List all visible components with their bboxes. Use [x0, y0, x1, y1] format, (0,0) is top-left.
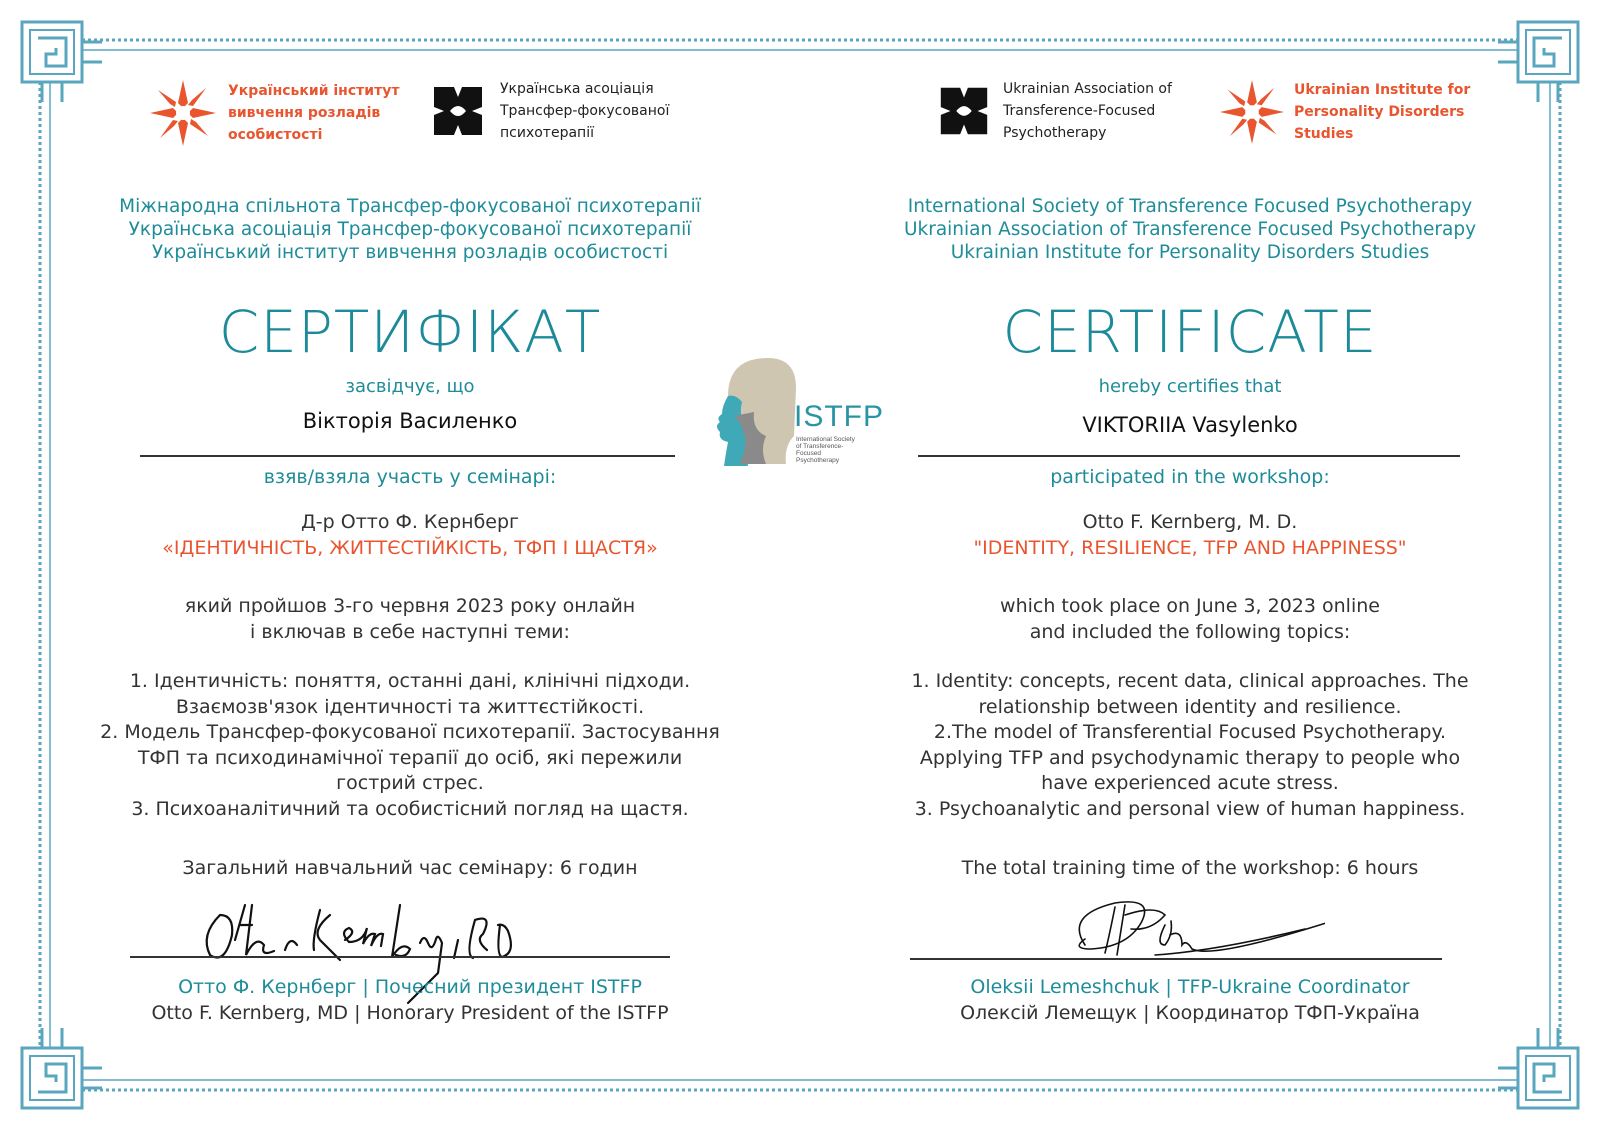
black-knot-icon	[935, 82, 993, 140]
topic-line: relationship between identity and resilience.	[978, 695, 1402, 718]
topic-line: have experienced acute stress.	[1041, 772, 1339, 795]
association-logo	[428, 78, 669, 144]
date-line: and included the following topics:	[1029, 621, 1351, 643]
signer-name: Oleksii Lemeshchuk | TFP-Ukraine Coordinator	[970, 976, 1410, 998]
association-logo-line: Трансфер-фокусованої	[500, 103, 670, 119]
certificate-english	[840, 0, 1540, 1130]
institute-logo-line: особистості	[228, 127, 323, 143]
topic-line: 3. Psychoanalytic and personal view of human happiness.	[914, 797, 1466, 820]
topic-line: ТФП та психодинамічної терапії до осіб, які пережили	[137, 746, 683, 769]
certifies-text: hereby certifies that	[1098, 376, 1282, 397]
orange-star-icon	[148, 78, 218, 148]
participated-text: participated in the workshop:	[1050, 466, 1330, 488]
istfp-subtitle-line: International Society	[796, 436, 855, 443]
signer-role: Otto F. Kernberg, MD | Honorary President of the ISTFP	[151, 1002, 669, 1024]
date-line: which took place on June 3, 2023 online	[1000, 595, 1380, 617]
certificate-title: CERTIFICATE	[1002, 298, 1378, 366]
logos-row	[840, 78, 1540, 158]
organizations-list	[840, 195, 1540, 264]
topics-list	[840, 669, 1540, 823]
workshop-author: Otto F. Kernberg, M. D.	[1082, 511, 1298, 533]
association-logo-line: Українська асоціація	[500, 81, 654, 97]
association-logo	[935, 78, 1172, 144]
organizations-list	[60, 195, 760, 264]
institute-logo-line: Personality Disorders	[1294, 104, 1465, 120]
signer-role: Олексій Лемещук | Координатор ТФП-Україна	[960, 1002, 1420, 1024]
association-logo-line: психотерапії	[500, 125, 594, 141]
training-hours: The total training time of the workshop: 6 hours	[961, 857, 1419, 879]
organization-name: Українська асоціація Трансфер-фокусованої психотерапії	[128, 219, 692, 240]
association-logo-line: Transference-Focused	[1003, 103, 1156, 119]
signature-line	[910, 958, 1442, 960]
certifies-text: засвідчує, що	[345, 376, 475, 397]
date-line: і включав в себе наступні теми:	[250, 621, 570, 643]
association-logo-line: Psychotherapy	[1003, 125, 1107, 141]
institute-logo-line: Український інститут	[228, 83, 400, 99]
date-line: який пройшов 3-го червня 2023 року онлайн	[184, 595, 636, 617]
topic-line: 3. Психоаналітичний та особистісний погляд на щастя.	[131, 797, 689, 820]
orange-star-icon	[1218, 78, 1286, 146]
istfp-subtitle-line: of Transference-Focused	[796, 443, 844, 457]
topic-line: 1. Identity: concepts, recent data, clinical approaches. The	[911, 670, 1469, 692]
workshop-date-text	[840, 593, 1540, 645]
topic-line: 2. Модель Трансфер-фокусованої психотерапії. Застосування	[100, 721, 720, 744]
institute-logo-line: вивчення розладів	[228, 105, 381, 121]
recipient-name: Вікторія Василенко	[302, 409, 518, 433]
organization-name: Ukrainian Institute for Personality Disorders Studies	[950, 242, 1430, 263]
organization-name: Ukrainian Association of Transference Focused Psychotherapy	[903, 219, 1477, 240]
head-profile-icon	[708, 356, 798, 466]
association-logo-line: Ukrainian Association of	[1003, 81, 1172, 97]
organization-name: International Society of Transference Focused Psychotherapy	[907, 196, 1473, 217]
signature-line	[130, 956, 670, 958]
black-knot-icon	[428, 81, 488, 141]
topic-line: 2.The model of Transferential Focused Psychotherapy.	[933, 721, 1447, 744]
organization-name: Міжнародна спільнота Трансфер-фокусованої психотерапії	[119, 196, 701, 217]
recipient-name: VIKTORIIA Vasylenko	[1082, 413, 1298, 437]
institute-logo-line: Ukrainian Institute for	[1294, 82, 1471, 98]
workshop-title: "IDENTITY, RESILIENCE, TFP AND HAPPINESS"	[973, 537, 1407, 559]
topic-line: 1. Ідентичність: поняття, останні дані, клінічні підходи.	[129, 670, 691, 692]
istfp-name: ISTFP	[794, 400, 885, 433]
institute-logo	[1218, 78, 1470, 146]
organization-name: Український інститут вивчення розладів особистості	[151, 242, 669, 263]
name-underline	[140, 455, 675, 457]
certificate-ukrainian	[60, 0, 760, 1130]
name-underline	[918, 455, 1460, 457]
signer-name: Отто Ф. Кернберг | Почесний президент ISTFP	[178, 976, 642, 998]
workshop-date-text	[60, 593, 760, 645]
topic-line: Взаємозв'язок ідентичності та життєстійкості.	[175, 695, 645, 718]
certificate-title: СЕРТИФІКАТ	[218, 298, 602, 366]
training-hours: Загальний навчальний час семінару: 6 годин	[182, 857, 638, 879]
topic-line: гострий стрес.	[336, 772, 484, 795]
institute-logo	[148, 78, 399, 148]
topic-line: Applying TFP and psychodynamic therapy to people who	[919, 746, 1461, 769]
logos-row	[60, 78, 760, 158]
workshop-author: Д-р Отто Ф. Кернберг	[300, 511, 520, 533]
topics-list	[60, 669, 760, 823]
lemeshchuk-signature	[1065, 895, 1325, 975]
participated-text: взяв/взяла участь у семінарі:	[263, 466, 557, 488]
istfp-subtitle-line: Psychotherapy	[796, 457, 839, 464]
workshop-title: «ІДЕНТИЧНІСТЬ, ЖИТТЄСТІЙКІСТЬ, ТФП І ЩАСТЯ»	[162, 537, 658, 559]
institute-logo-line: Studies	[1294, 126, 1354, 142]
